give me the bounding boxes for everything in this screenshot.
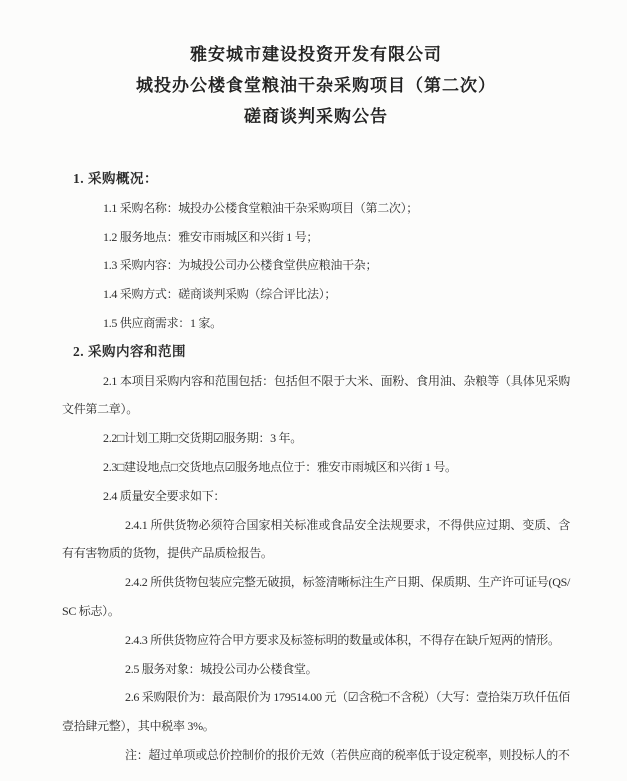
para-1-2-service-location: 1.2 服务地点：雅安市雨城区和兴街 1 号；	[103, 229, 319, 244]
document-title-block	[62, 39, 570, 132]
para-2-2-service-period: 2.2□计划工期□交货期☑服务期：3 年。	[103, 431, 302, 446]
para-1-5-supplier-demand: 1.5 供应商需求：1 家。	[103, 315, 222, 330]
para-1-3-procurement-content: 1.3 采购内容：为城投公司办公楼食堂供应粮油干杂；	[103, 258, 378, 273]
para-2-4-quality-requirements: 2.4 质量安全要求如下：	[103, 488, 226, 503]
para-2-5-service-target: 2.5 服务对象：城投公司办公楼食堂。	[125, 661, 318, 676]
para-2-4-2-packaging: 2.4.2 所供货物包装应完整无破损，标签清晰标注生产日期、保质期、生产许可证号(QS/SC 标志）。	[62, 575, 570, 618]
document-title-company: 雅安城市建设投资开发有限公司	[190, 45, 442, 64]
para-2-3-service-address: 2.3□建设地点□交货地点☑服务地点位于：雅安市雨城区和兴街 1 号。	[103, 459, 457, 474]
para-1-4-procurement-method: 1.4 采购方式：磋商谈判采购（综合评比法）；	[103, 287, 337, 302]
para-1-1-procurement-name: 1.1 采购名称：城投办公楼食堂粮油干杂采购项目（第二次）；	[103, 200, 419, 215]
para-2-1-scope: 2.1 本项目采购内容和范围包括：包括但不限于大米、面粉、食用油、杂粮等（具体见采购文件第二章）。	[62, 373, 570, 417]
para-2-4-3-quantity: 2.4.3 所供货物应符合甲方要求及标签标明的数量或体积，不得存在缺斤短两的情形。	[125, 632, 560, 647]
document-title-announcement: 磋商谈判采购公告	[244, 107, 388, 126]
para-note-truncated: 注：超过单项或总价控制价的报价无效（若供应商的税率低于设定税率，则投标人的不	[125, 747, 570, 762]
para-2-4-1-standards: 2.4.1 所供货物必须符合国家相关标准或食品安全法规要求，不得供应过期、变质、含有有害物质的货物，提供产品质检报告。	[62, 517, 570, 561]
section-heading-1: 1. 采购概况：	[73, 171, 158, 186]
document-body	[62, 165, 570, 770]
document-title-project: 城投办公楼食堂粮油干杂采购项目（第二次）	[136, 76, 496, 95]
section-heading-2: 2. 采购内容和范围	[73, 343, 186, 359]
para-2-6-price-limit: 2.6 采购限价为：最高限价为 179514.00 元（☑含税□不含税）（大写：壹拾柒万玖仟伍佰壹拾肆元整），其中税率 3%。	[62, 690, 570, 734]
